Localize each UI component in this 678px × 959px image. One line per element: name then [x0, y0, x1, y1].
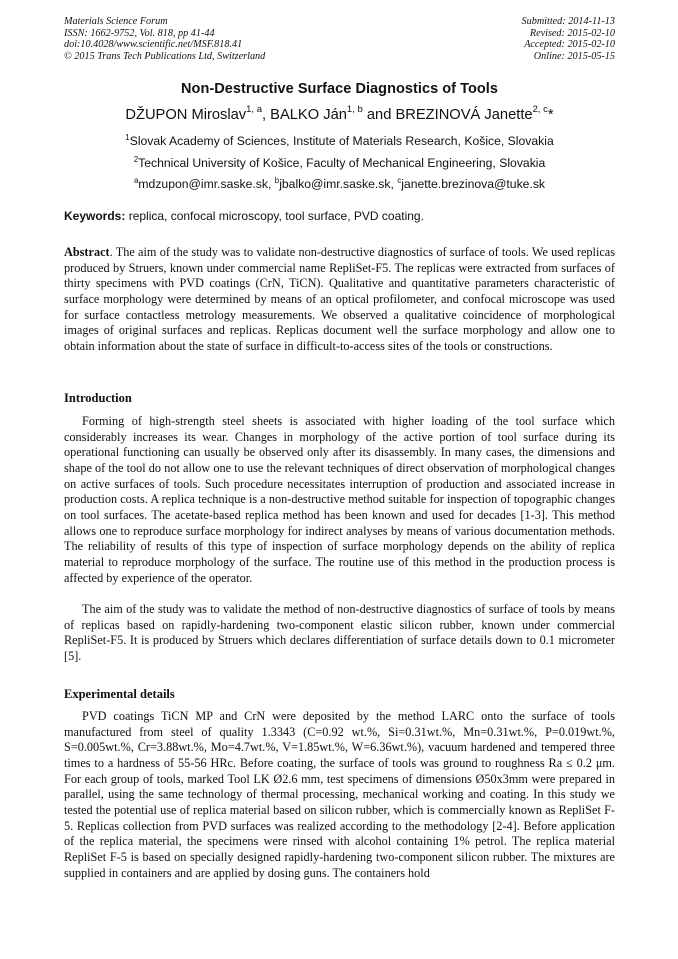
author-3-superscript: 2, c [532, 104, 548, 115]
email-b: jbalko@imr.saske.sk, [279, 177, 398, 192]
authors-line [64, 101, 615, 125]
submitted-date: Submitted: 2014-11-13 [521, 16, 615, 27]
affiliation-1-text: Slovak Academy of Sciences, Institute of Materials Research, Košice, Slovakia [129, 134, 554, 149]
doi: doi:10.4028/www.scientific.net/MSF.818.41 [64, 39, 243, 51]
introduction-paragraph-2: The aim of the study was to validate the method of non-destructive diagnostics of surface of tools by means of replicas based on rapidly-hardening two-component elastic silicon rubber, known under commercial RepliSet-F5. It is produced by Struers which declares differentiation of surface details down to 0.1 micrometer [5]. [64, 602, 615, 663]
introduction-paragraph-1: Forming of high-strength steel sheets is associated with higher loading of the tool surface which considerably increases its wear. Changes in morphology of the active portion of tool surface during its operational functioning can usually be observed only after its disassembly. In many cases, the dimensions and shape of the tool do not allow one to use the relevant techniques of direct observation of morphological changes on active surfaces of tools. Such procedure necessitates interruption of production and associated increase in production costs. A replica technique is a non-destructive method suitable for inspection of topographic changes on tool surfaces. The acetate-based replica method has been known and used for decades [1-3]. This method allows one to reproduce surface morphology for indirect analyses by means of various documentation methods. The reliability of results of this type of inspection of surface morphology depends on the ability of replica material to reproduce morphology of the surface. The routine use of this method in the production process is affected by experience of the operator. [64, 414, 615, 585]
email-c-superscript: c [397, 176, 402, 185]
abstract-text: . The aim of the study was to validate non-destructive diagnostics of surface of tools. We used replicas produced by Struers, known under commercial name RepliSet-F5. The replicas were extracted from surfaces of thirty specimens with PVD coatings (CrN, TiCN). Qualitative and quantitative parameters characteristic of surface morphology were determined by means of an optical profilometer, and confocal microscope was used for surface contactless metrology measurements. We observed a qualitative coincidence of morphological images of original surfaces and replicas. Replicas document well the surface morphology and allow one to obtain information about the state of surface in difficult-to-access sites of the tools or constructions. [64, 245, 615, 353]
journal-header [64, 16, 615, 62]
online-date: Online: 2015-05-15 [533, 50, 615, 62]
affiliation-2-text: Technical University of Košice, Faculty of Mechanical Engineering, Slovakia [138, 156, 546, 171]
experimental-heading: Experimental details [64, 687, 175, 701]
publication-info [64, 16, 364, 62]
affiliation-1 [64, 130, 615, 149]
introduction-heading: Introduction [64, 391, 132, 405]
paper-title: Non-Destructive Surface Diagnostics of Tools [181, 81, 498, 97]
keywords-line [64, 208, 615, 224]
experimental-paragraph-1: PVD coatings TiCN MP and CrN were deposited by the method LARC onto the surface of tools manufactured from steel of quality 1.3343 (C=0.92 wt.%, Si=0.31wt.%, Mn=0.31wt.%, P=0.019wt.%, S=0.005wt.%, Cr=3.88wt.%, Mo=4.7wt.%, V=1.85wt.%, W=6.36wt.%), vacuum hardened and tempered three times to a hardness of 55-56 HRc. Before coating, the surface of tools was ground to roughness Ra ≤ 0.2 μm. For each group of tools, marked Tool LK Ø2.6 mm, test specimens of dimensions Ø50x3mm were prepared in parallel, using the same technology of thermal processing, mechanical working and coating. In this study we tested the potential use of replica material based on silicon rubber, which is commercially known as RepliSet F-5. Replicas collection from PVD surfaces was realized according to the methodology [2-4]. Before application of the replica material, the specimens were rinsed with alcohol containing 1% petrol. The replica material RepliSet F-5 is based on specially designed rapidly-hardening two-component silicon rubber. The mixtures are supplied in containers and are applied by dosing guns. The containers hold [64, 709, 615, 880]
author-1-name: DŽUPON Miroslav [125, 106, 247, 123]
email-a: mdzupon@imr.saske.sk, [138, 177, 275, 192]
email-a-superscript: a [133, 176, 139, 185]
publication-dates [385, 16, 615, 62]
author-separator-and: and [362, 106, 396, 123]
corresponding-author-mark: * [547, 106, 554, 123]
abstract-paragraph [64, 245, 615, 355]
revised-date: Revised: 2015-02-10 [529, 27, 615, 39]
author-emails [64, 173, 615, 192]
email-b-superscript: b [274, 176, 280, 185]
affiliation-1-superscript: 1 [125, 133, 130, 142]
author-3-name: BREZINOVÁ Janette [395, 106, 533, 123]
journal-name: Materials Science Forum [64, 16, 168, 27]
author-1-superscript: 1, a [246, 104, 262, 115]
author-2-name: BALKO Ján [270, 106, 347, 123]
affiliation-2-superscript: 2 [133, 155, 139, 164]
affiliation-2 [64, 152, 615, 171]
issn-volume: ISSN: 1662-9752, Vol. 818, pp 41-44 [64, 27, 215, 39]
abstract-label: Abstract [64, 245, 110, 259]
accepted-date: Accepted: 2015-02-10 [524, 39, 615, 51]
keywords-text: replica, confocal microscopy, tool surface, PVD coating. [125, 209, 424, 223]
email-c: janette.brezinova@tuke.sk [401, 177, 546, 192]
keywords-label: Keywords: [64, 209, 126, 223]
copyright: © 2015 Trans Tech Publications Ltd, Switzerland [64, 50, 266, 62]
author-2-superscript: 1, b [346, 104, 363, 115]
author-separator-comma: , [262, 106, 271, 123]
